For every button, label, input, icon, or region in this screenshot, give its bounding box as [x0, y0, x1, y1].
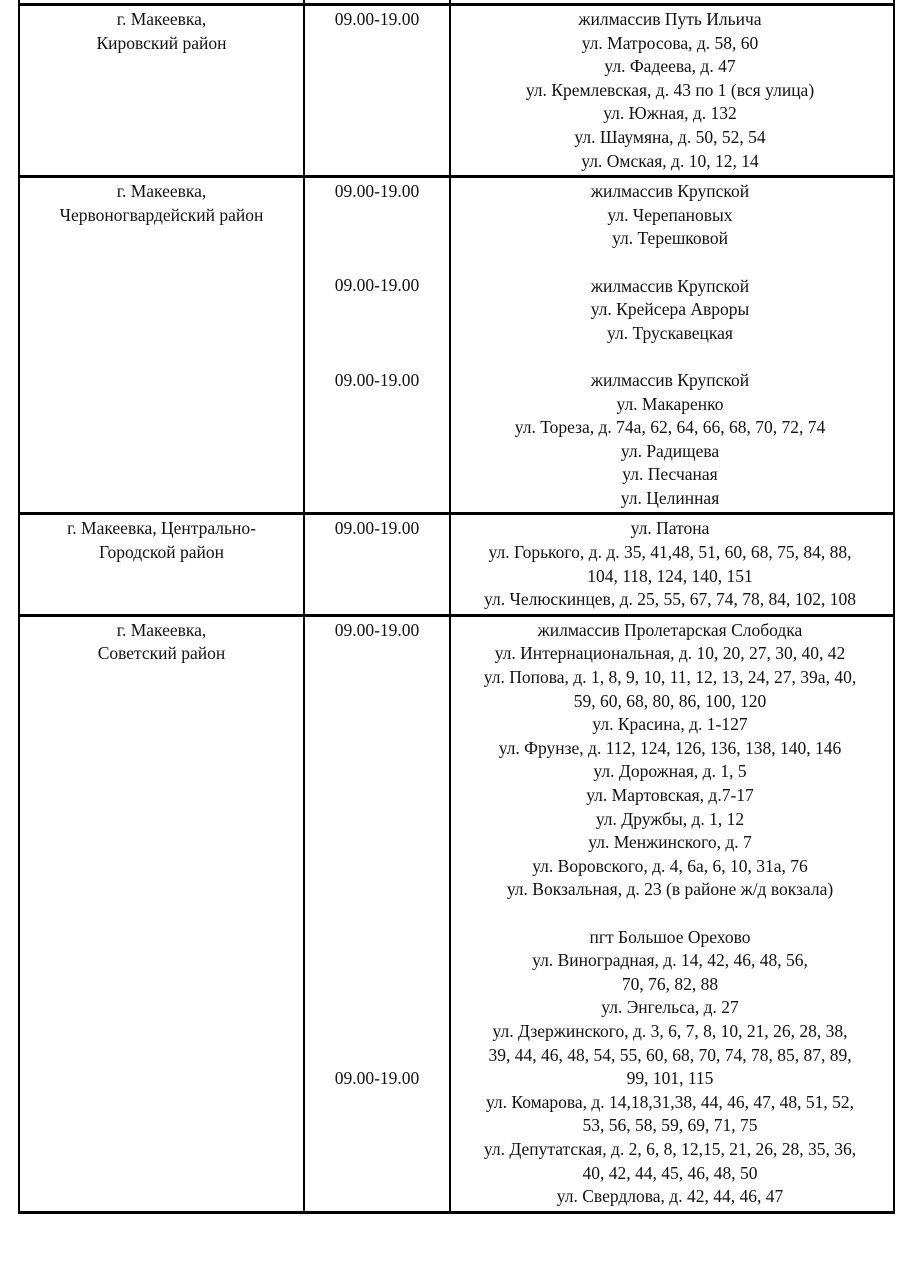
text-line: Советский район: [97, 643, 226, 664]
addresses-cell: [451, 6, 889, 175]
text-line: [454, 251, 886, 275]
text-line: ул. Дзержинского, д. 3, 6, 7, 8, 10, 21, 26, 28, 38,: [492, 1020, 848, 1041]
text-line: ул. Депутатская, д. 2, 6, 8, 12,15, 21, 26, 28, 35, 36,: [483, 1138, 857, 1159]
text-line: ул. Попова, д. 1, 8, 9, 10, 11, 12, 13, 24, 27, 39а, 40,: [483, 667, 857, 688]
addresses-cell: [451, 0, 889, 4]
addresses-cell: [451, 617, 889, 1211]
text-line: г. Макеевка,: [116, 9, 207, 29]
text-line: ул. Свердлова, д. 42, 44, 46, 47: [556, 1186, 784, 1207]
text-line: ул. Целинная: [620, 487, 720, 508]
text-line: 104, 118, 124, 140, 151: [587, 565, 753, 586]
text-line: 99, 101, 115: [626, 1068, 714, 1089]
text-line: ул. Шаумяна, д. 50, 52, 54: [574, 126, 766, 147]
text-line: ул. Энгельса, д. 27: [601, 997, 739, 1018]
text-line: ул. Дорожная, д. 1, 5: [593, 761, 747, 782]
text-line: Кировский район: [96, 32, 227, 53]
text-line: ул. Горького, д. д. 35, 41,48, 51, 60, 68, 75, 84, 88,: [488, 542, 852, 563]
time-value: 09.00-19.00: [334, 9, 420, 29]
time-value: 09.00-19.00: [334, 518, 420, 539]
text-line: ул. Терешковой: [612, 228, 728, 249]
text-line: [454, 902, 886, 926]
text-line: ул. Челюскинцев, д. 25, 55, 67, 74, 78, 84, 102, 108: [484, 589, 856, 610]
text-line: ул. Вокзальная, д. 23 (в районе ж/д вокзала): [506, 879, 834, 900]
district-cell: [20, 178, 305, 512]
text-line: ул. Омская, д. 10, 12, 14: [581, 150, 759, 171]
text-line: ул. Мартовская, д.7-17: [586, 785, 754, 805]
text-line: ул. Песчаная: [622, 464, 718, 485]
text-line: жилмассив Крупской: [590, 181, 750, 202]
text-line: г. Макеевка,: [116, 619, 207, 640]
text-line: жилмассив Крупской: [590, 369, 750, 390]
text-line: 53, 56, 58, 59, 69, 71, 75: [582, 1115, 758, 1136]
text-line: 40, 42, 44, 45, 46, 48, 50: [582, 1162, 758, 1183]
time-value: 09.00-19.00: [334, 619, 420, 640]
text-line: 39, 44, 46, 48, 54, 55, 60, 68, 70, 74, 78, 85, 87, 89,: [488, 1044, 852, 1065]
text-line: ул. Трускавецкая: [607, 322, 733, 343]
time-value: 09.00-19.00: [334, 275, 420, 296]
district-cell: [20, 515, 305, 613]
text-line: жилмассив Крупской: [590, 275, 750, 296]
text-line: г. Макеевка, Центрально-: [67, 518, 256, 539]
text-line: 59, 60, 68, 80, 86, 100, 120: [573, 690, 767, 711]
text-line: [454, 345, 886, 369]
text-line: Городской район: [98, 542, 225, 563]
text-line: ул. Интернациональная, д. 10, 20, 27, 30, 40, 42: [494, 643, 846, 664]
time-cell: [305, 0, 451, 4]
time-cell: [305, 617, 451, 1211]
district-cell: [20, 0, 305, 4]
time-cell: [305, 6, 451, 175]
addresses-cell: [451, 515, 889, 613]
district-cell: [20, 617, 305, 1211]
text-line: ул. Матросова, д. 58, 60: [581, 32, 759, 53]
district-cell: [20, 6, 305, 175]
text-line: ул. Красина, д. 1-127: [592, 714, 748, 735]
text-line: ул. Воровского, д. 4, 6а, 6, 10, 31а, 76: [532, 855, 808, 876]
text-line: жилмассив Путь Ильича: [578, 9, 762, 29]
time-value: 09.00-19.00: [334, 1067, 420, 1088]
text-line: ул. Виноградная, д. 14, 42, 46, 48, 56,: [532, 950, 808, 971]
text-line: ул. Комарова, д. 14,18,31,38, 44, 46, 47, 48, 51, 52,: [485, 1091, 855, 1112]
text-line: ул. Фадеева, д. 47: [604, 56, 736, 77]
time-cell: [305, 515, 451, 613]
text-line: ул. Радищева: [620, 440, 720, 461]
text-line: ул. Крейсера Авроры: [590, 299, 750, 320]
text-line: ул. Макаренко: [616, 393, 724, 414]
table-row: [20, 617, 893, 1211]
text-line: пгт Большое Орехово: [589, 926, 751, 947]
table-row: [20, 6, 893, 178]
time-value: 09.00-19.00: [334, 370, 420, 391]
text-line: Червоногвардейский район: [59, 204, 264, 225]
text-line: ул. Менжинского, д. 7: [588, 832, 752, 853]
text-line: ул. Фрунзе, д. 112, 124, 126, 136, 138, 140, 146: [498, 737, 842, 758]
addresses-cell: [451, 178, 889, 512]
text-line: ул. Кремлевская, д. 43 по 1 (вся улица): [525, 79, 815, 100]
outage-schedule-table: [18, 0, 895, 1214]
time-value: 09.00-19.00: [334, 181, 420, 202]
text-line: ул. Черепановых: [607, 204, 733, 225]
text-line: ул. Южная, д. 132: [603, 103, 737, 124]
text-line: г. Макеевка,: [116, 181, 207, 202]
text-line: ул. Патона: [630, 518, 710, 539]
text-line: жилмассив Пролетарская Слободка: [537, 619, 803, 640]
text-line: 70, 76, 82, 88: [621, 973, 719, 994]
table-row: [20, 515, 893, 616]
text-line: ул. Дружбы, д. 1, 12: [595, 808, 745, 829]
text-line: ул. Тореза, д. 74а, 62, 64, 66, 68, 70, 72, 74: [514, 417, 826, 438]
time-cell: [305, 178, 451, 512]
table-row: [20, 178, 893, 515]
